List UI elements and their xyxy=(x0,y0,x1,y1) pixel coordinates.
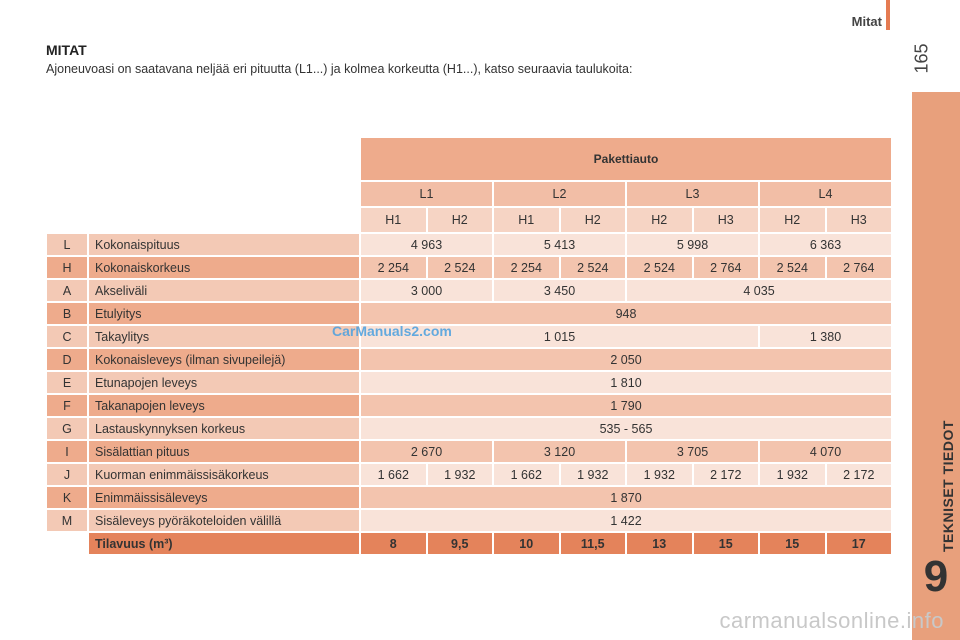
row-label: Etunapojen leveys xyxy=(89,372,359,393)
row-value: 3 450 xyxy=(494,280,625,301)
row-label: Enimmäissisäleveys xyxy=(89,487,359,508)
row-value: 1 932 xyxy=(561,464,626,485)
row-value: 2 524 xyxy=(428,257,493,278)
table-corner xyxy=(47,138,359,180)
table-row xyxy=(47,234,891,255)
height-header: H3 xyxy=(694,208,759,232)
row-label: Sisäleveys pyöräkoteloiden välillä xyxy=(89,510,359,531)
total-letter xyxy=(47,533,87,554)
row-letter: E xyxy=(47,372,87,393)
height-header: H2 xyxy=(627,208,692,232)
header-accent-bar xyxy=(886,0,890,30)
total-value: 8 xyxy=(361,533,426,554)
row-value: 1 662 xyxy=(361,464,426,485)
table-row xyxy=(47,372,891,393)
table-row xyxy=(47,395,891,416)
total-value: 13 xyxy=(627,533,692,554)
row-value: 2 254 xyxy=(361,257,426,278)
table-corner xyxy=(47,208,359,232)
chapter-title-wrap xyxy=(912,92,960,552)
row-value: 3 120 xyxy=(494,441,625,462)
row-value: 2 764 xyxy=(694,257,759,278)
row-value: 2 524 xyxy=(760,257,825,278)
row-letter: D xyxy=(47,349,87,370)
row-letter: B xyxy=(47,303,87,324)
height-header: H2 xyxy=(561,208,626,232)
row-value: 1 932 xyxy=(428,464,493,485)
row-value: 4 070 xyxy=(760,441,891,462)
row-label: Etulyitys xyxy=(89,303,359,324)
row-label: Lastauskynnyksen korkeus xyxy=(89,418,359,439)
row-value: 4 035 xyxy=(627,280,891,301)
row-value: 2 050 xyxy=(361,349,891,370)
footer-watermark: carmanualsonline.info xyxy=(719,608,944,633)
row-letter: J xyxy=(47,464,87,485)
watermark-text: CarManuals2.com xyxy=(332,323,452,339)
table-row xyxy=(47,303,891,324)
row-label: Kokonaispituus xyxy=(89,234,359,255)
row-letter: I xyxy=(47,441,87,462)
row-label: Akseliväli xyxy=(89,280,359,301)
row-value: 4 963 xyxy=(361,234,492,255)
row-letter: C xyxy=(47,326,87,347)
row-letter: G xyxy=(47,418,87,439)
intro-text: Ajoneuvoasi on saatavana neljää eri pituutta (L1...) ja kolmea korkeutta (H1...), katso seuraavia taulukoita: xyxy=(46,62,633,76)
row-label: Takaylitys xyxy=(89,326,359,347)
row-letter: H xyxy=(47,257,87,278)
height-header: H1 xyxy=(361,208,426,232)
total-value: 15 xyxy=(760,533,825,554)
row-letter: A xyxy=(47,280,87,301)
row-value: 6 363 xyxy=(760,234,891,255)
total-value: 10 xyxy=(494,533,559,554)
total-value: 9,5 xyxy=(428,533,493,554)
page-number xyxy=(902,38,942,78)
row-letter: K xyxy=(47,487,87,508)
row-value: 1 662 xyxy=(494,464,559,485)
row-value: 2 524 xyxy=(627,257,692,278)
row-value: 2 172 xyxy=(827,464,892,485)
row-label: Takanapojen leveys xyxy=(89,395,359,416)
row-value: 2 524 xyxy=(561,257,626,278)
total-value: 17 xyxy=(827,533,892,554)
table-row xyxy=(47,464,891,485)
table-row xyxy=(47,441,891,462)
row-value: 5 413 xyxy=(494,234,625,255)
table-row xyxy=(47,280,891,301)
row-value: 1 932 xyxy=(627,464,692,485)
total-value: 15 xyxy=(694,533,759,554)
chapter-title: TEKNISET TIEDOT xyxy=(940,420,956,552)
total-row xyxy=(47,533,891,554)
length-header: L4 xyxy=(760,182,891,206)
row-label: Sisälattian pituus xyxy=(89,441,359,462)
length-header: L3 xyxy=(627,182,758,206)
page-number-text: 165 xyxy=(911,43,932,74)
total-value: 11,5 xyxy=(561,533,626,554)
row-letter: L xyxy=(47,234,87,255)
table-title: Pakettiauto xyxy=(361,138,891,180)
row-value: 5 998 xyxy=(627,234,758,255)
row-value: 3 000 xyxy=(361,280,492,301)
row-value: 1 015 xyxy=(361,326,758,347)
length-header: L1 xyxy=(361,182,492,206)
height-header: H1 xyxy=(494,208,559,232)
row-value: 2 254 xyxy=(494,257,559,278)
row-value: 1 790 xyxy=(361,395,891,416)
row-value: 1 810 xyxy=(361,372,891,393)
row-value: 1 422 xyxy=(361,510,891,531)
table-row xyxy=(47,326,891,347)
row-letter: F xyxy=(47,395,87,416)
table-row xyxy=(47,418,891,439)
page-title: MITAT xyxy=(46,42,87,58)
height-header: H2 xyxy=(760,208,825,232)
row-value: 2 172 xyxy=(694,464,759,485)
row-value: 2 670 xyxy=(361,441,492,462)
table-row xyxy=(47,487,891,508)
row-value: 3 705 xyxy=(627,441,758,462)
row-value: 1 932 xyxy=(760,464,825,485)
row-label: Kokonaisleveys (ilman sivupeilejä) xyxy=(89,349,359,370)
row-label: Kokonaiskorkeus xyxy=(89,257,359,278)
row-value: 948 xyxy=(361,303,891,324)
table-row xyxy=(47,510,891,531)
total-label: Tilavuus (m³) xyxy=(89,533,359,554)
section-header: Mitat xyxy=(851,14,882,29)
row-label: Kuorman enimmäissisäkorkeus xyxy=(89,464,359,485)
table-row xyxy=(47,257,891,278)
length-header: L2 xyxy=(494,182,625,206)
row-value: 1 870 xyxy=(361,487,891,508)
table-row xyxy=(47,349,891,370)
row-value: 535 - 565 xyxy=(361,418,891,439)
height-header: H2 xyxy=(428,208,493,232)
dimensions-table xyxy=(45,136,893,556)
table-corner xyxy=(47,182,359,206)
row-letter: M xyxy=(47,510,87,531)
height-header: H3 xyxy=(827,208,892,232)
row-value: 1 380 xyxy=(760,326,891,347)
row-value: 2 764 xyxy=(827,257,892,278)
chapter-number: 9 xyxy=(923,552,949,601)
